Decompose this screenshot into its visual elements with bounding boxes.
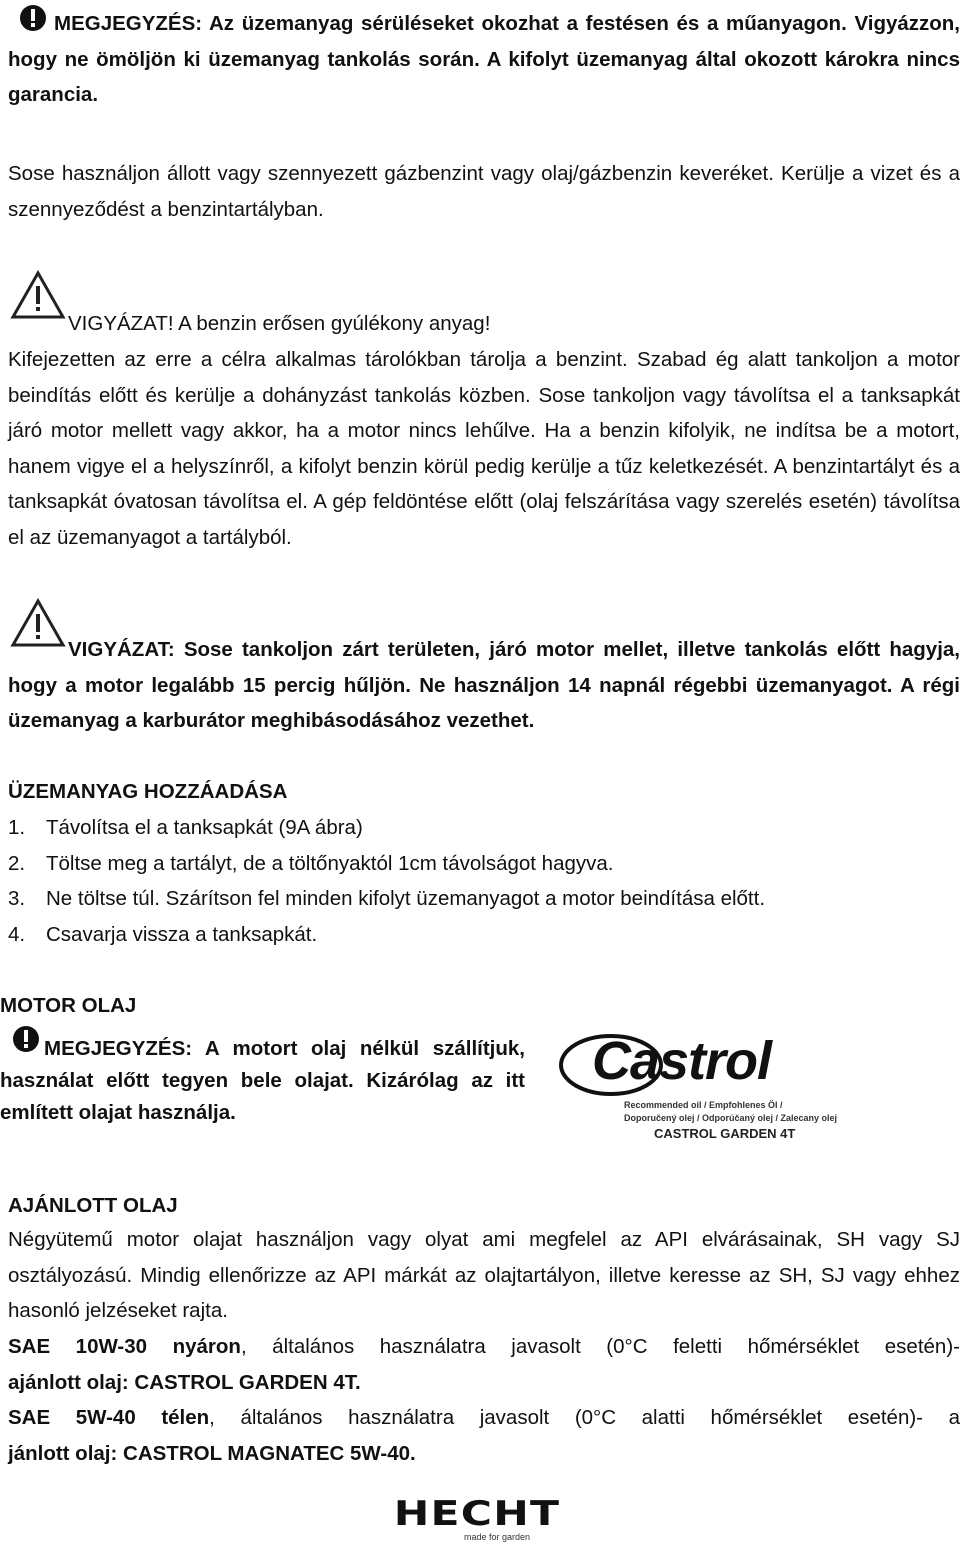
step-number: 4. <box>8 922 26 946</box>
castrol-logo <box>556 1028 906 1148</box>
list-item <box>8 810 765 846</box>
summer-oil-desc: , általános használatra javasolt (0°C feletti hőmérséklet esetén)- <box>240 1335 960 1358</box>
caution-title: VIGYÁZAT! A benzin erősen gyúlékony anyag! <box>68 312 491 335</box>
castrol-caption-2: Doporučený olej / Odporúčaný olej / Zalecany olej <box>624 1113 838 1123</box>
caution-refuel-body: VIGYÁZAT: Sose tankoljon zárt területen, járó motor mellet, illetve tankolás előtt hagyja, hogy a motor legalább 15 percig hűljön. Ne használjon 14 napnál régebbi üzemanyagot. A régi üzemanyag a karburátor meghibásodásához vezethet. <box>8 638 960 732</box>
warning-icon <box>10 270 66 325</box>
fuel-section-heading: ÜZEMANYAG HOZZÁADÁSA <box>8 780 288 803</box>
motor-oil-note-text: MEGJEGYZÉS: A motort olaj nélkül szállítjuk, használat előtt tegyen bele olajat. Kizárólag az itt említett olajat használja. <box>0 1037 525 1124</box>
step-text: Töltse meg a tartályt, de a töltőnyaktól 1cm távolságot hagyva. <box>46 851 614 875</box>
note-fuel-damage <box>8 4 960 113</box>
step-text: Ne töltse túl. Szárítson fel minden kifolyt üzemanyagot a motor beindítása előtt. <box>46 887 766 910</box>
summer-oil-line <box>8 1329 960 1365</box>
winter-oil-line <box>8 1400 960 1436</box>
caution-refuel-text <box>8 632 960 739</box>
motor-oil-note <box>0 1033 525 1129</box>
step-text: Távolítsa el a tanksapkát (9A ábra) <box>46 816 363 839</box>
fuel-quality-paragraph: Sose használjon állott vagy szennyezett gázbenzint vagy olaj/gázbenzin keveréket. Kerülje a vizet és a szennyeződést a benzintartályban. <box>8 162 960 221</box>
note-text: Az üzemanyag sérüléseket okozhat a festésen és a műanyagon. Vigyázzon, hogy ne ömöljön ki üzemanyag tankolás során. A kifolyt üzemanyag által okozott károkra nincs garancia. <box>8 12 960 106</box>
winter-oil-grade: SAE 5W-40 télen <box>8 1406 210 1429</box>
summer-oil-product: ajánlott olaj: CASTROL GARDEN 4T. <box>8 1371 361 1394</box>
exclamation-icon <box>8 4 54 34</box>
castrol-brand-text: Castrol <box>592 1031 772 1091</box>
winter-oil-product: jánlott olaj: CASTROL MAGNATEC 5W-40. <box>8 1442 416 1465</box>
hecht-logo <box>392 1494 562 1550</box>
caution-text: Kifejezetten az erre a célra alkalmas tárolókban tárolja a benzint. Szabad ég alatt tankoljon a motor beindítás előtt és kerülje a dohányzást tankolás közben. Sose tankoljon vagy távolítsa el a tanksapkát járó motor mellett vagy akkor, ha a motor nincs lehűlve. Ha a benzin kifolyik, ne indítsa be a motort, hanem vigye el a helyszínről, a kifolyt benzin körül pedig kerülje a tűz keletkezését. A benzintartályt és a tanksapkát óvatosan távolítsa el. A gép feldöntése előtt (olaj felszárítása vagy szerelés esetén) távolítsa el az üzemanyagot a tartályból. <box>8 348 960 549</box>
castrol-caption-1: Recommended oil / Empfohlenes Öl / <box>624 1100 783 1110</box>
hecht-tagline: made for garden <box>463 1532 531 1542</box>
summer-oil-grade: SAE 10W-30 nyáron <box>8 1335 241 1358</box>
hecht-brand-text: HECHT <box>393 1494 561 1534</box>
list-item <box>8 846 765 882</box>
recommended-oil-text: Négyütemű motor olajat használjon vagy olyat ami megfelel az API elvárásainak, SH vagy SJ osztályozású. Mindig ellenőrizze az API márkát az olajtartályon, illetve keresse az SH, SJ vagy ehhez hasonló jelzéseket rajta. <box>8 1228 960 1322</box>
list-item <box>8 881 765 917</box>
step-number: 2. <box>8 851 26 875</box>
winter-oil-desc: , általános használatra javasolt (0°C alatti hőmérséklet esetén)- a <box>209 1406 960 1429</box>
step-text: Csavarja vissza a tanksapkát. <box>46 922 318 946</box>
note-label: MEGJEGYZÉS: <box>54 12 203 35</box>
fuel-steps-list <box>8 810 765 952</box>
list-item <box>8 917 765 953</box>
recommended-oil-heading: AJÁNLOTT OLAJ <box>8 1194 178 1217</box>
motor-oil-heading: MOTOR OLAJ <box>0 994 137 1017</box>
castrol-caption-3: CASTROL GARDEN 4T <box>654 1126 796 1141</box>
step-number: 1. <box>8 816 26 839</box>
step-number: 3. <box>8 887 26 910</box>
